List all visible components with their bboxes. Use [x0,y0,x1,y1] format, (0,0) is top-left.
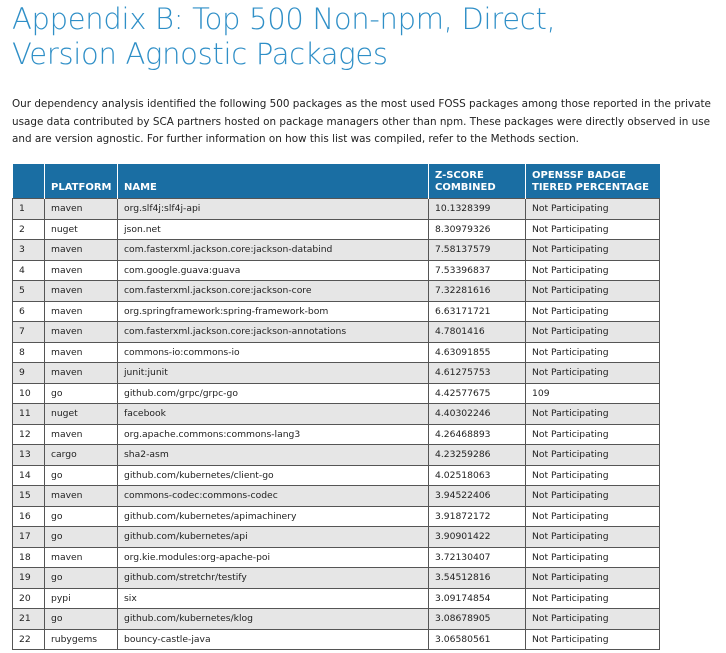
cell-rank: 18 [13,547,45,568]
cell-platform: maven [45,363,118,384]
cell-badge: 109 [526,383,660,404]
table-row [13,568,660,589]
header-zscore-line-2: COMBINED [435,182,496,193]
cell-platform: maven [45,547,118,568]
table-row [13,465,660,486]
header-platform: PLATFORM [45,164,118,199]
cell-platform: go [45,383,118,404]
cell-zscore: 3.54512816 [429,568,526,589]
cell-rank: 12 [13,424,45,445]
header-zscore-line-1: Z-SCORE [435,170,484,181]
cell-zscore: 7.32281616 [429,281,526,302]
cell-rank: 9 [13,363,45,384]
cell-badge: Not Participating [526,301,660,322]
cell-platform: maven [45,424,118,445]
table-row [13,506,660,527]
cell-name: bouncy-castle-java [118,629,429,650]
cell-rank: 1 [13,199,45,220]
cell-zscore: 4.40302246 [429,404,526,425]
cell-badge: Not Participating [526,260,660,281]
cell-zscore: 6.63171721 [429,301,526,322]
table-header-row [13,164,660,199]
cell-rank: 20 [13,588,45,609]
cell-badge: Not Participating [526,629,660,650]
cell-zscore: 4.7801416 [429,322,526,343]
cell-zscore: 4.23259286 [429,445,526,466]
table-row [13,609,660,630]
cell-zscore: 8.30979326 [429,219,526,240]
cell-badge: Not Participating [526,219,660,240]
packages-table [12,164,660,650]
cell-platform: maven [45,301,118,322]
table-row [13,629,660,650]
cell-rank: 21 [13,609,45,630]
cell-name: org.apache.commons:commons-lang3 [118,424,429,445]
cell-badge: Not Participating [526,465,660,486]
cell-platform: pypi [45,588,118,609]
cell-zscore: 3.94522406 [429,486,526,507]
cell-platform: maven [45,199,118,220]
cell-platform: maven [45,281,118,302]
cell-rank: 13 [13,445,45,466]
cell-zscore: 4.63091855 [429,342,526,363]
cell-rank: 14 [13,465,45,486]
cell-rank: 7 [13,322,45,343]
cell-platform: maven [45,322,118,343]
cell-platform: go [45,506,118,527]
header-badge [526,164,660,199]
cell-badge: Not Participating [526,486,660,507]
cell-name: github.com/grpc/grpc-go [118,383,429,404]
cell-zscore: 3.09174854 [429,588,526,609]
table-body [13,199,660,650]
intro-paragraph: Our dependency analysis identified the following 500 packages as the most used FOSS packages among those reported in the private usage data contributed by SCA partners hosted on package managers other than npm. These packages were directly observed in use and are version agnostic. For further information on how this list was compiled, refer to the Methods section. [12,98,711,145]
cell-badge: Not Participating [526,342,660,363]
table-row [13,445,660,466]
cell-platform: maven [45,260,118,281]
cell-rank: 19 [13,568,45,589]
cell-platform: maven [45,240,118,261]
table-row [13,383,660,404]
cell-rank: 15 [13,486,45,507]
table-row [13,260,660,281]
cell-zscore: 3.72130407 [429,547,526,568]
table-row [13,322,660,343]
cell-badge: Not Participating [526,199,660,220]
cell-name: org.slf4j:slf4j-api [118,199,429,220]
cell-name: facebook [118,404,429,425]
header-badge-line-2: TIERED PERCENTAGE [532,182,649,193]
cell-platform: rubygems [45,629,118,650]
header-zscore [429,164,526,199]
table-row [13,342,660,363]
page-title-line-1: Appendix B: Top 500 Non-npm, Direct, [12,2,556,36]
cell-badge: Not Participating [526,527,660,548]
table-row [13,424,660,445]
cell-rank: 10 [13,383,45,404]
cell-name: github.com/kubernetes/api [118,527,429,548]
cell-name: sha2-asm [118,445,429,466]
cell-name: com.fasterxml.jackson.core:jackson-databind [118,240,429,261]
cell-name: org.springframework:spring-framework-bom [118,301,429,322]
table-row [13,547,660,568]
cell-rank: 22 [13,629,45,650]
cell-name: github.com/kubernetes/apimachinery [118,506,429,527]
cell-name: json.net [118,219,429,240]
table-row [13,281,660,302]
cell-platform: maven [45,342,118,363]
cell-name: github.com/stretchr/testify [118,568,429,589]
header-rank [13,164,45,199]
table-row [13,199,660,220]
cell-badge: Not Participating [526,404,660,425]
table-row [13,486,660,507]
cell-badge: Not Participating [526,281,660,302]
cell-name: github.com/kubernetes/klog [118,609,429,630]
cell-platform: cargo [45,445,118,466]
cell-platform: go [45,527,118,548]
cell-badge: Not Participating [526,240,660,261]
cell-badge: Not Participating [526,363,660,384]
cell-zscore: 3.06580561 [429,629,526,650]
table-row [13,404,660,425]
cell-badge: Not Participating [526,424,660,445]
cell-badge: Not Participating [526,609,660,630]
cell-rank: 16 [13,506,45,527]
cell-rank: 6 [13,301,45,322]
cell-rank: 11 [13,404,45,425]
cell-badge: Not Participating [526,547,660,568]
cell-rank: 3 [13,240,45,261]
header-name: NAME [118,164,429,199]
table-row [13,527,660,548]
cell-zscore: 7.53396837 [429,260,526,281]
cell-badge: Not Participating [526,322,660,343]
cell-zscore: 4.26468893 [429,424,526,445]
page-title [12,2,712,72]
cell-name: commons-io:commons-io [118,342,429,363]
cell-rank: 17 [13,527,45,548]
cell-platform: nuget [45,219,118,240]
page-title-line-2: Version Agnostic Packages [12,37,388,71]
cell-name: junit:junit [118,363,429,384]
cell-name: com.fasterxml.jackson.core:jackson-annotations [118,322,429,343]
cell-name: github.com/kubernetes/client-go [118,465,429,486]
cell-badge: Not Participating [526,568,660,589]
cell-badge: Not Participating [526,506,660,527]
cell-platform: nuget [45,404,118,425]
cell-name: org.kie.modules:org-apache-poi [118,547,429,568]
cell-platform: go [45,465,118,486]
cell-name: six [118,588,429,609]
cell-zscore: 3.91872172 [429,506,526,527]
cell-zscore: 3.08678905 [429,609,526,630]
cell-badge: Not Participating [526,588,660,609]
cell-platform: go [45,609,118,630]
table-row [13,588,660,609]
header-badge-line-1: OPENSSF BADGE [532,170,626,181]
cell-zscore: 4.02518063 [429,465,526,486]
cell-name: commons-codec:commons-codec [118,486,429,507]
cell-name: com.google.guava:guava [118,260,429,281]
cell-rank: 4 [13,260,45,281]
cell-name: com.fasterxml.jackson.core:jackson-core [118,281,429,302]
cell-rank: 5 [13,281,45,302]
cell-badge: Not Participating [526,445,660,466]
cell-zscore: 4.61275753 [429,363,526,384]
cell-rank: 8 [13,342,45,363]
table-row [13,301,660,322]
cell-zscore: 10.1328399 [429,199,526,220]
cell-platform: maven [45,486,118,507]
table-row [13,240,660,261]
table-row [13,363,660,384]
cell-rank: 2 [13,219,45,240]
cell-zscore: 7.58137579 [429,240,526,261]
cell-zscore: 3.90901422 [429,527,526,548]
table-row [13,219,660,240]
cell-platform: go [45,568,118,589]
cell-zscore: 4.42577675 [429,383,526,404]
